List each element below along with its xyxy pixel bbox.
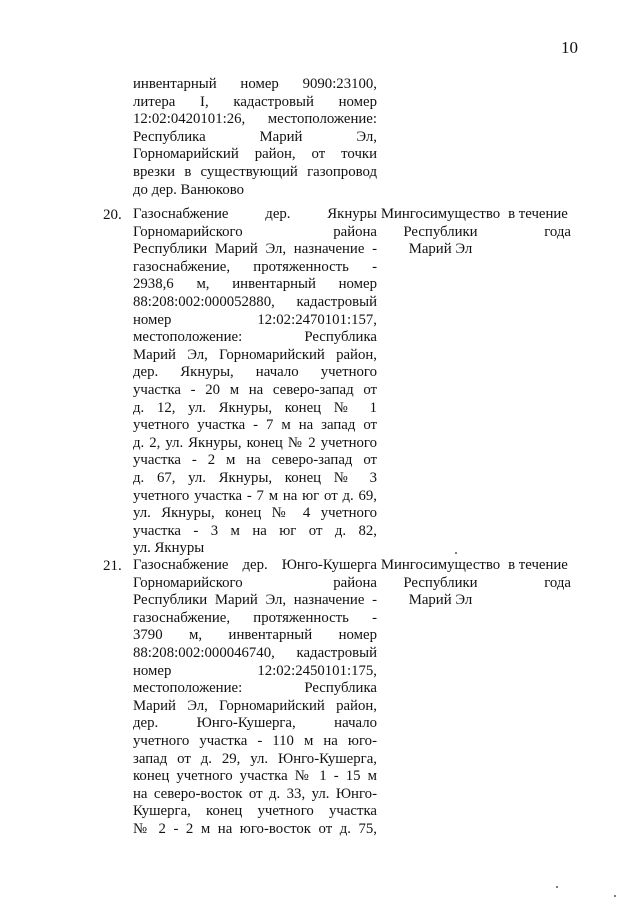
description-line: участка - 2 м на северо-запад от xyxy=(133,452,377,469)
item-number: 20. xyxy=(103,207,122,223)
responsible-organization xyxy=(378,206,503,259)
item-number: 21. xyxy=(103,558,122,574)
description-line: № 2 - 2 м на юго-восток от д. 75, xyxy=(133,820,377,837)
scan-speck xyxy=(556,886,558,888)
scan-speck xyxy=(614,895,616,897)
description-line: Горномарийского района xyxy=(133,223,377,240)
description-line: на северо-восток от д. 33, ул. Юнго- xyxy=(133,785,377,802)
organization-line: Мингосимущество xyxy=(380,557,501,573)
description-line: врезки в существующий газопровод xyxy=(133,163,377,180)
description-line: Газоснабжение дер. Юнго-Кушерга xyxy=(133,557,377,573)
description-line: д. 2, ул. Якнуры, конец № 2 учетного xyxy=(133,434,377,451)
execution-term xyxy=(505,557,571,592)
page-number: 10 xyxy=(561,38,578,57)
description-line: Газоснабжение дер. Якнуры xyxy=(133,206,377,222)
term-line: в течение xyxy=(508,206,568,222)
description-line: Марий Эл, Горномарийский район, xyxy=(133,697,377,714)
scan-speck xyxy=(455,552,457,554)
organization-line: Марий Эл xyxy=(408,592,473,609)
description-line: Республика Марий Эл, xyxy=(133,128,377,145)
responsible-organization xyxy=(378,557,503,610)
description-line: до дер. Ванюково xyxy=(133,181,245,198)
description-line: учетного участка - 110 м на юго- xyxy=(133,732,377,749)
description-line: 12:02:0420101:26, местоположение: xyxy=(133,111,377,128)
description-line: газоснабжение, протяженность - xyxy=(133,609,377,626)
description-line: газоснабжение, протяженность - xyxy=(133,258,377,275)
description-line: литера I, кадастровый номер xyxy=(133,93,377,110)
description-line: конец учетного участка № 1 - 15 м xyxy=(133,768,377,785)
description-line: Марий Эл, Горномарийский район, xyxy=(133,346,377,363)
description-line: д. 67, ул. Якнуры, конец № 3 xyxy=(133,469,377,486)
description-line: номер 12:02:2450101:175, xyxy=(133,662,377,679)
description-line: учетного участка - 7 м на запад от xyxy=(133,417,377,434)
description-line: 3790 м, инвентарный номер xyxy=(133,627,377,644)
description-line: Горномарийского района xyxy=(133,574,377,591)
description-line: 88:208:002:000052880, кадастровый xyxy=(133,293,377,310)
description-line: Республики Марий Эл, назначение - xyxy=(133,592,377,609)
description-line: участка - 3 м на юг от д. 82, xyxy=(133,522,377,539)
description-line: ул. Якнуры, конец № 4 учетного xyxy=(133,505,377,522)
description-line: участка - 20 м на северо-запад от xyxy=(133,381,377,398)
description-line: Горномарийский район, от точки xyxy=(133,146,377,163)
description-line: д. 12, ул. Якнуры, конец № 1 xyxy=(133,399,377,416)
description-line: Кушерга, конец учетного участка xyxy=(133,803,377,820)
description-line: инвентарный номер 9090:23100, xyxy=(133,76,377,92)
description-line: запад от д. 29, ул. Юнго-Кушерга, xyxy=(133,750,377,767)
description-line: местоположение: Республика xyxy=(133,329,377,346)
organization-line: Мингосимущество xyxy=(380,206,501,222)
description-line: учетного участка - 7 м на юг от д. 69, xyxy=(133,487,377,504)
item-description xyxy=(133,557,377,839)
description-line: номер 12:02:2470101:157, xyxy=(133,311,377,328)
description-line: дер. Юнго-Кушерга, начало xyxy=(133,715,377,732)
description-line: 88:208:002:000046740, кадастровый xyxy=(133,644,377,661)
term-line: в течение xyxy=(508,557,568,573)
organization-line: Республики xyxy=(403,574,478,591)
description-line: местоположение: Республика xyxy=(133,680,377,697)
execution-term xyxy=(505,206,571,241)
continuation-description xyxy=(133,76,377,199)
description-line: Республики Марий Эл, назначение - xyxy=(133,241,377,258)
item-description xyxy=(133,206,377,558)
term-line: года xyxy=(544,223,571,240)
description-line: 2938,6 м, инвентарный номер xyxy=(133,276,377,293)
organization-line: Марий Эл xyxy=(408,241,473,258)
description-line: ул. Якнуры xyxy=(133,540,205,557)
organization-line: Республики xyxy=(403,223,478,240)
term-line: года xyxy=(544,574,571,591)
description-line: дер. Якнуры, начало учетного xyxy=(133,364,377,381)
